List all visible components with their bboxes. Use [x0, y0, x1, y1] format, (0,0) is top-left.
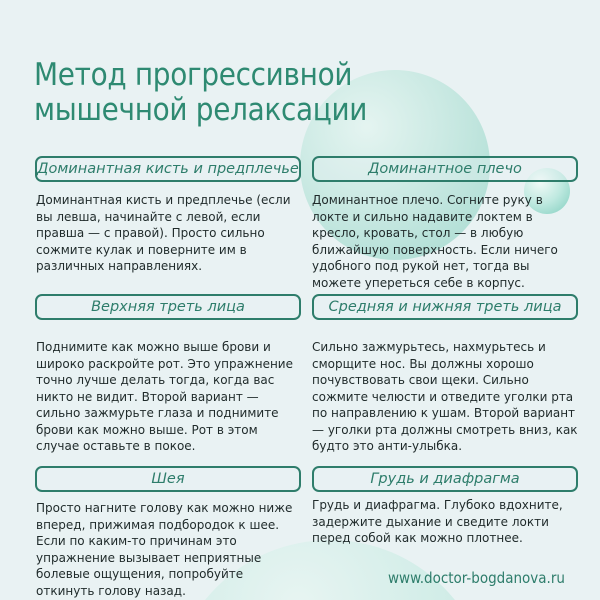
section-text-hand: Доминантная кисть и предплечье (если вы левша, начинайте с левой, если правша — с правой). Просто сильно сожмите кулак и поверните им в различных направлениях.: [36, 193, 291, 273]
website-link[interactable]: www.doctor-bogdanova.ru: [388, 569, 565, 587]
section-heading-hand: Доминантная кисть и предплечье: [35, 156, 301, 182]
section-text-shoulder: Доминантное плечо. Согните руку в локте и сильно надавите локтем в кресло, кровать, стол — в любую ближайшую поверхность. Если ничего удобного под рукой нет, тогда вы можете упереться себе в корпус.: [312, 193, 558, 290]
section-heading-neck: Шея: [35, 466, 301, 492]
section-text-neck: Просто нагните голову как можно ниже вперед, прижимая подбородок к шее. Если по каким-то причинам это упражнение вызывает неприятные болевые ощущения, попробуйте откинуть голову назад.: [36, 501, 293, 598]
section-heading-lower-face: Средняя и нижняя треть лица: [312, 294, 578, 320]
section-heading-chest: Грудь и диафрагма: [312, 466, 578, 492]
section-heading-upper-face: Верхняя треть лица: [35, 294, 301, 320]
title-line-2: мышечной релаксации: [34, 92, 368, 128]
section-text-lower-face: Сильно зажмурьтесь, нахмурьтесь и сморщите нос. Вы должны хорошо почувствовать свои щеки. Сильно сожмите челюсти и отведите уголки рта по направлению к ушам. Второй вариант — уголки рта должны смотреть вниз, как будто это анти-улыбка.: [312, 340, 578, 453]
section-heading-shoulder: Доминантное плечо: [312, 156, 578, 182]
section-text-chest: Грудь и диафрагма. Глубоко вдохните, задержите дыхание и сведите локти перед собой как можно плотнее.: [312, 498, 563, 545]
title-line-1: Метод прогрессивной: [34, 57, 353, 93]
section-text-upper-face: Поднимите как можно выше брови и широко раскройте рот. Это упражнение точно лучше делать тогда, когда вас никто не видит. Второй вариант — сильно зажмурьте глаза и поднимите брови как можно выше. Рот в этом случае оставьте в покое.: [36, 340, 293, 453]
page-title: [34, 58, 367, 128]
